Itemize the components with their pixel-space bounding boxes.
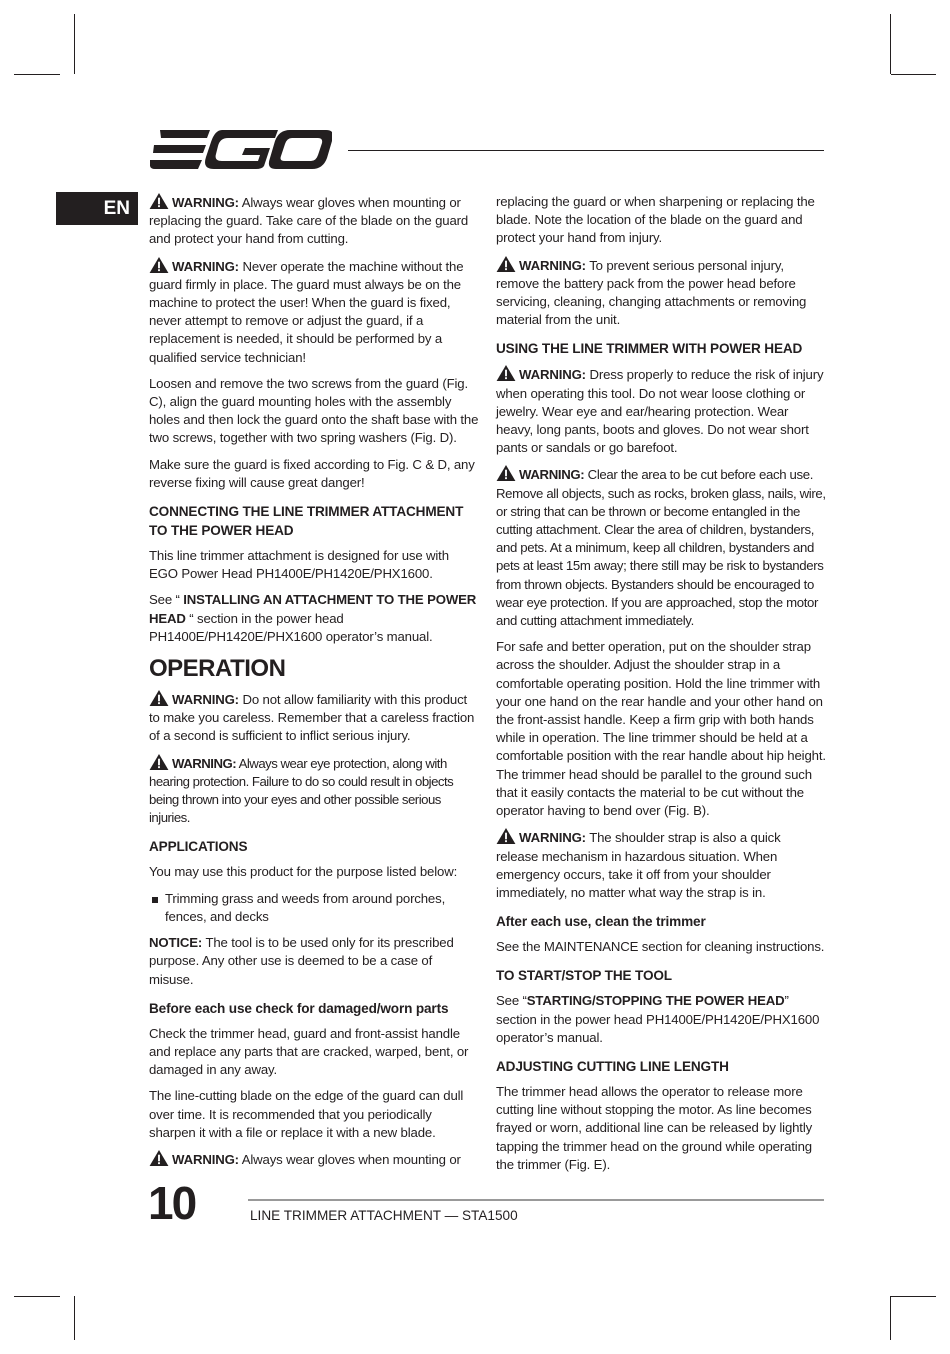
- warning-label: WARNING:: [172, 692, 239, 708]
- body-paragraph: The trimmer head allows the operator to release more cutting line without stopping the motor. As line becomes frayed or worn, additional line can be released by lightly tapping the trimmer head on the ground while operating the trimmer (Fig. E).: [496, 1083, 813, 1172]
- warning-icon: [496, 256, 516, 272]
- crop-mark: [890, 1296, 891, 1340]
- footer-rule: [248, 1199, 824, 1201]
- warning-paragraph: [496, 365, 826, 457]
- warning-label: WARNING:: [172, 195, 239, 210]
- body-paragraph: The line-cutting blade on the edge of the guard can dull over time. It is recommended that you periodically sharpen it with a file or replace it with a new blade.: [149, 1088, 464, 1140]
- section-heading: ADJUSTING CUTTING LINE LENGTH: [496, 1058, 729, 1074]
- right-column: [496, 193, 826, 1182]
- warning-icon: [496, 465, 516, 481]
- body-paragraph: For safe and better operation, put on the shoulder strap across the shoulder. Adjust the shoulder strap in a comfortable operating position. Hold the line trimmer with your one hand on the rear handle and your other hand on the front-assist handle. Keep a firm grip with both hands while in operation. The line trimmer should be held at a comfortable position with the rear handle about hip height. The trimmer head should be parallel to the ground such that it easily contacts the material to be cut without the operator having to bend over (Fig. B).: [496, 639, 826, 819]
- crop-mark: [891, 74, 936, 75]
- warning-label: WARNING:: [519, 367, 586, 383]
- page-number: 10: [148, 1177, 196, 1229]
- warning-icon: [149, 690, 169, 706]
- footer-title: LINE TRIMMER ATTACHMENT — STA1500: [250, 1208, 518, 1223]
- body-paragraph: [149, 591, 479, 646]
- left-column: [149, 193, 479, 1177]
- warning-paragraph: [496, 828, 826, 902]
- section-heading: CONNECTING THE LINE TRIMMER ATTACHMENT TO THE POWER HEAD: [149, 504, 464, 539]
- list-item: Trimming grass and weeds from around porches, fences, and decks: [165, 890, 479, 926]
- body-paragraph: Make sure the guard is fixed according to Fig. C & D, any reverse fixing will cause great danger!: [149, 456, 475, 490]
- warning-paragraph: [149, 193, 479, 249]
- bold-reference: INSTALLING AN ATTACHMENT TO THE POWER HEAD: [149, 592, 477, 626]
- body-paragraph: Loosen and remove the two screws from the guard (Fig. C), align the guard mounting holes with the assembly holes and then lock the guard onto the shaft base with the two screws, together with two spring washers (Fig. D).: [149, 375, 479, 446]
- warning-label: WARNING:: [519, 830, 586, 846]
- crop-mark: [891, 1296, 936, 1297]
- warning-label: WARNING:: [519, 257, 586, 273]
- warning-icon: [149, 193, 169, 209]
- warning-icon: [496, 828, 516, 844]
- text-span: See “: [496, 993, 527, 1009]
- notice-text: The tool is to be used only for its prescribed purpose. Any other use is deemed to be a case of misuse.: [149, 935, 454, 987]
- warning-label: WARNING:: [172, 755, 237, 771]
- warning-label: WARNING:: [519, 467, 585, 483]
- bullet-list: [149, 890, 479, 926]
- section-heading: TO START/STOP THE TOOL: [496, 968, 672, 984]
- warning-text: The shoulder strap is also a quick release mechanism in hazardous situation. When emergency occurs, take it off from your shoulder immediately, no matter what way the strap is in.: [496, 830, 781, 900]
- crop-mark: [74, 14, 75, 74]
- warning-paragraph: [149, 257, 479, 367]
- crop-mark: [14, 1296, 60, 1297]
- warning-text: Never operate the machine without the guard firmly in place. The guard must always be on the machine to protect the user! When the guard is fixed, never attempt to remove or adjust the guard, if a replacement is needed, it should be performed by a qualified service technician!: [149, 258, 464, 365]
- section-heading: Before each use check for damaged/worn parts: [149, 1000, 449, 1016]
- text-span: “ section in the power head PH1400E/PH1420E/PHX1600 operator’s manual.: [149, 610, 433, 644]
- body-paragraph: [496, 992, 826, 1047]
- warning-text: Always wear gloves when mounting or: [238, 1151, 461, 1167]
- notice-label: NOTICE:: [149, 935, 203, 951]
- language-tab: EN: [56, 192, 138, 225]
- crop-mark: [14, 74, 60, 75]
- warning-text: Always wear gloves when mounting or replacing the guard. Take care of the blade on the guard and protect your hand from cutting.: [149, 195, 469, 247]
- warning-paragraph: [496, 256, 826, 330]
- bold-reference: STARTING/STOPPING THE POWER HEAD: [526, 993, 785, 1009]
- body-paragraph: This line trimmer attachment is designed for use with EGO Power Head PH1400E/PH1420E/PHX1600.: [149, 548, 449, 582]
- warning-text: To prevent serious personal injury, remove the battery pack from the power head before servicing, cleaning, changing attachments or removing material from the unit.: [496, 257, 807, 328]
- section-heading: APPLICATIONS: [149, 839, 248, 855]
- notice-paragraph: [149, 934, 479, 989]
- warning-icon: [149, 257, 169, 273]
- crop-mark: [890, 14, 891, 74]
- ego-logo: [150, 128, 332, 172]
- warning-text: Do not allow familiarity with this product to make you careless. Remember that a careless fraction of a second is sufficient to inflict serious injury.: [149, 692, 475, 744]
- warning-icon: [149, 1150, 169, 1166]
- warning-text: Clear the area to be cut before each use. Remove all objects, such as rocks, broken glass, nails, wire, or string that can be thrown or become entangled in the cutting attachment. Clear the area of children, bystanders, and pets. At a minimum, keep all children, bystanders and pets at least 15m away; there still may be risk to bystanders from thrown objects. Bystanders should be encouraged to wear eye protection. If you are approached, stop the motor and cutting attachment immediately.: [496, 467, 826, 629]
- warning-text: Dress properly to reduce the risk of injury when operating this tool. Do not wear loose clothing or jewelry. Wear eye and ear/hearing protection. Wear heavy, long pants, boots and gloves. Do not wear short pants or sandals or go barefoot.: [496, 367, 824, 456]
- warning-label: WARNING:: [172, 1151, 239, 1167]
- warning-icon: [496, 365, 516, 381]
- body-paragraph: Check the trimmer head, guard and front-assist handle and replace any parts that are cracked, warped, bent, or damaged in any away.: [149, 1025, 469, 1078]
- text-span: See “: [149, 592, 184, 608]
- warning-paragraph: [149, 754, 479, 828]
- section-heading: After each use, clean the trimmer: [496, 914, 706, 930]
- operation-heading: OPERATION: [149, 655, 286, 683]
- warning-label: WARNING:: [172, 258, 239, 274]
- warning-text: Always wear eye protection, along with hearing protection. Failure to do so could result in objects being thrown into your eyes and other possible serious injuries.: [149, 755, 454, 826]
- body-paragraph: replacing the guard or when sharpening or replacing the blade. Note the location of the blade on the guard and protect your hand from injury.: [496, 194, 815, 246]
- crop-mark: [74, 1296, 75, 1340]
- body-paragraph: You may use this product for the purpose listed below:: [149, 864, 458, 880]
- section-heading: USING THE LINE TRIMMER WITH POWER HEAD: [496, 341, 803, 357]
- header-rule: [348, 150, 824, 151]
- warning-paragraph: [496, 465, 826, 630]
- warning-icon: [149, 754, 169, 770]
- warning-paragraph: [149, 1150, 479, 1169]
- text-span: ” section in the power head PH1400E/PH1420E/PHX1600 operator’s manual.: [496, 993, 820, 1045]
- warning-paragraph: [149, 690, 479, 746]
- body-paragraph: See the MAINTENANCE section for cleaning instructions.: [496, 939, 825, 955]
